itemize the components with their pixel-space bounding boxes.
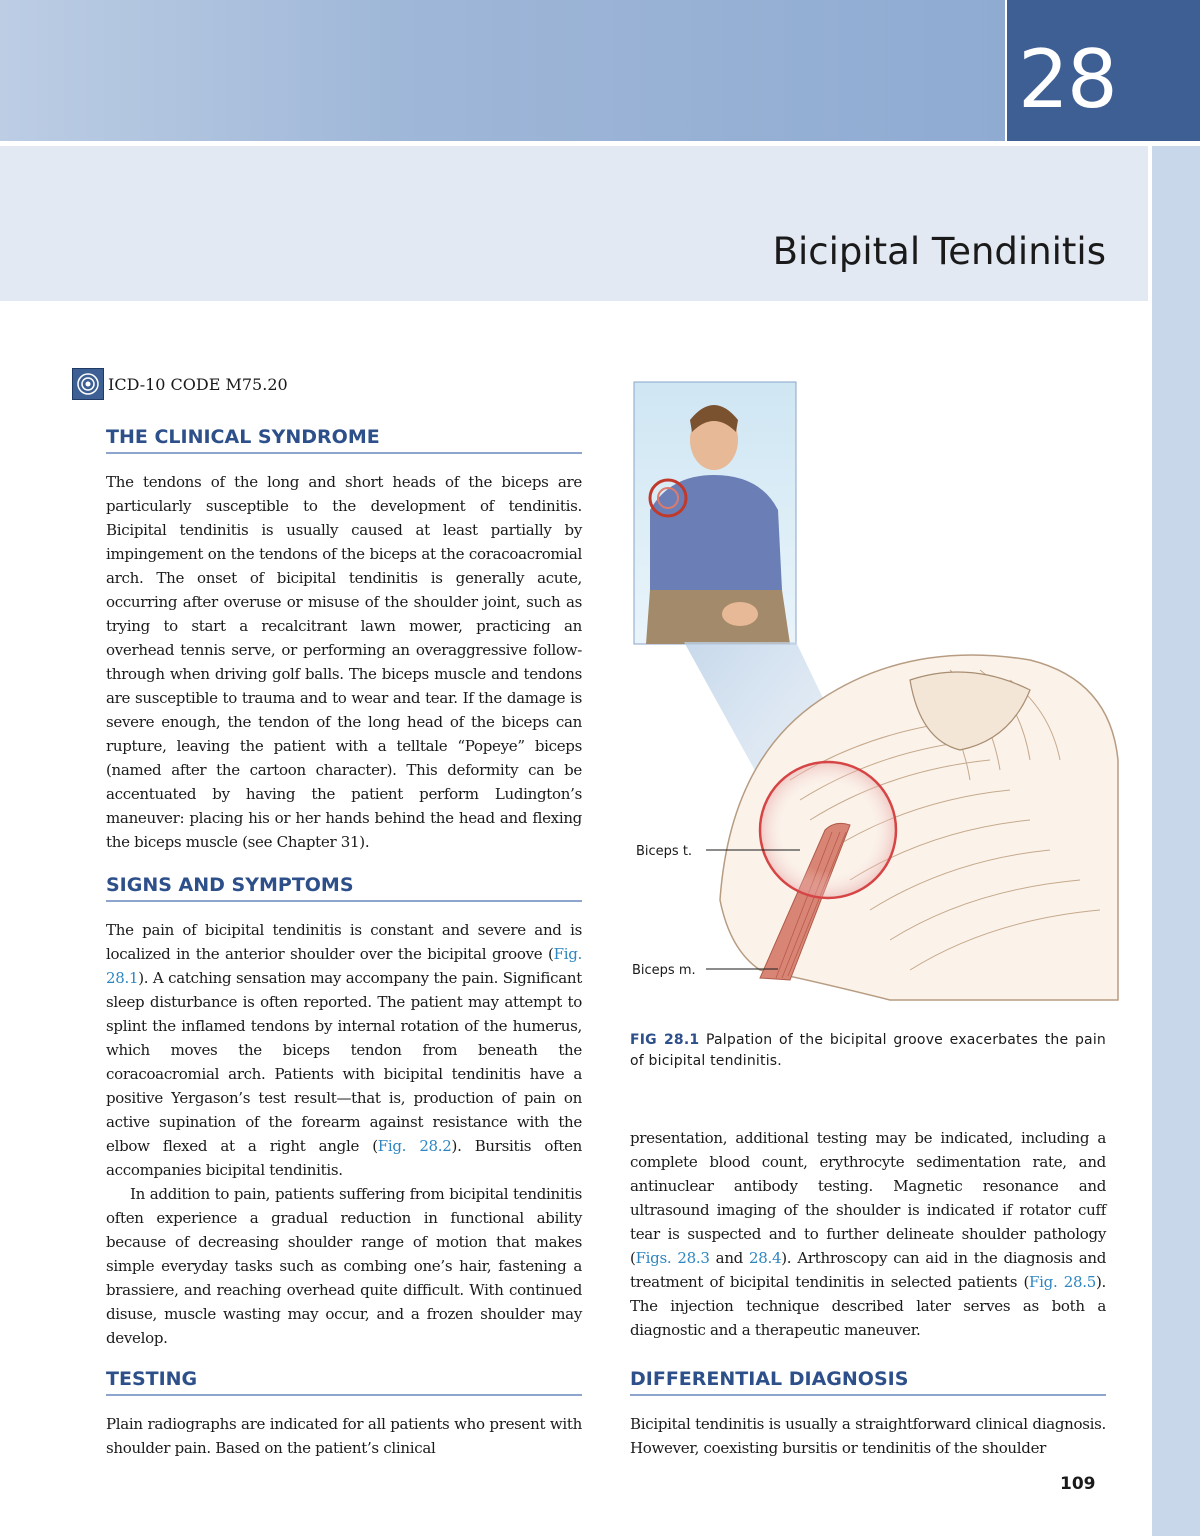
figure-link[interactable]: Figs. 28.3 <box>635 1249 710 1267</box>
paragraph: Plain radiographs are indicated for all patients who present with shoulder pain. Based on the patient’s clinical <box>106 1415 582 1457</box>
icd-label: ICD-10 CODE M75.20 <box>108 374 288 394</box>
chapter-title: Bicipital Tendinitis <box>772 230 1106 273</box>
section-differential-diagnosis <box>630 1368 1106 1460</box>
section-heading: SIGNS AND SYMPTOMS <box>106 874 582 902</box>
code-icon <box>72 368 104 400</box>
title-band <box>0 146 1148 301</box>
section-clinical-syndrome <box>106 426 582 854</box>
paragraph: In addition to pain, patients suffering from bicipital tendinitis often experience a gradual reduction in functional ability because of decreasing shoulder range of motion that makes simple everyday tasks such as combing one’s hair, fastening a brassiere, and reaching overhead quite difficult. With continued disuse, muscle wasting may occur, and a frozen shoulder may develop. <box>106 1185 582 1347</box>
shoulder-illustration <box>610 380 1130 1020</box>
label-biceps-tendon: Biceps t. <box>636 844 693 859</box>
paragraph: The tendons of the long and short heads of the biceps are particularly susceptible to the development of tendinitis. Bicipital tendinitis is usually caused at least partially by impingement on the tendons of the biceps at the coracoacromial arch. The onset of bicipital tendinitis is generally acute, occurring after overuse or misuse of the shoulder joint, such as trying to start a recalcitrant lawn mower, practicing an overhead tennis serve, or performing an overaggressive follow-through when driving golf balls. The biceps muscle and tendons are susceptible to trauma and to wear and tear. If the damage is severe enough, the tendon of the long head of the biceps can rupture, leaving the patient with a telltale “Popeye” biceps (named after the cartoon character). This deformity can be accentuated by having the patient perform Ludington’s maneuver: placing his or her hands behind the head and flexing the biceps muscle (see Chapter 31). <box>106 473 582 851</box>
section-heading: THE CLINICAL SYNDROME <box>106 426 582 454</box>
section-heading: DIFFERENTIAL DIAGNOSIS <box>630 1368 1106 1396</box>
figure-link[interactable]: Fig. 28.1 <box>106 945 582 987</box>
section-testing <box>106 1368 582 1460</box>
testing-continued <box>630 1126 1106 1342</box>
figure-caption <box>630 1030 1106 1072</box>
paragraph: Bicipital tendinitis is usually a straightforward clinical diagnosis. However, coexisting bursitis or tendinitis of the shoulder <box>630 1415 1106 1457</box>
section-heading: TESTING <box>106 1368 582 1396</box>
figure-link[interactable]: 28.4 <box>749 1249 782 1267</box>
icd-code <box>72 368 288 400</box>
chapter-number: 28 <box>1018 33 1116 126</box>
figure-caption-label: FIG 28.1 <box>630 1032 700 1048</box>
label-biceps-muscle: Biceps m. <box>632 963 696 978</box>
section-signs-symptoms <box>106 874 582 1350</box>
page-number: 109 <box>1060 1474 1096 1494</box>
paragraph: The pain of bicipital tendinitis is constant and severe and is localized in the anterior shoulder over the bicipital groove (Fig. 28.1). A catching sensation may accompany the pain. Significant sleep disturbance is often reported. The patient may attempt to splint the inflamed tendons by internal rotation of the humerus, which moves the biceps tendon from beneath the coracoacromial arch. Patients with bicipital tendinitis have a positive Yergason’s test result—that is, production of pain on active supination of the forearm against resistance with the elbow flexed at a right angle (Fig. 28.2). Bursitis often accompanies bicipital tendinitis. <box>106 921 583 1179</box>
paragraph: presentation, additional testing may be indicated, including a complete blood count, erythrocyte sedimentation rate, and antinuclear antibody testing. Magnetic resonance and ultrasound imaging of the shoulder is indicated if rotator cuff tear is suspected and to further delineate shoulder pathology (Figs. 28.3 and 28.4). Arthroscopy can aid in the diagnosis and treatment of bicipital tendinitis in selected patients (Fig. 28.5). The injection technique described later serves as both a diagnostic and a therapeutic maneuver. <box>630 1129 1106 1339</box>
figure-link[interactable]: Fig. 28.2 <box>377 1137 452 1155</box>
figure-link[interactable]: Fig. 28.5 <box>1029 1273 1096 1291</box>
side-strip <box>1152 146 1200 1536</box>
figure-28-1 <box>610 380 1130 1020</box>
figure-caption-text: Palpation of the bicipital groove exacerbates the pain of bicipital tendinitis. <box>630 1032 1106 1069</box>
header-band <box>0 0 1005 141</box>
